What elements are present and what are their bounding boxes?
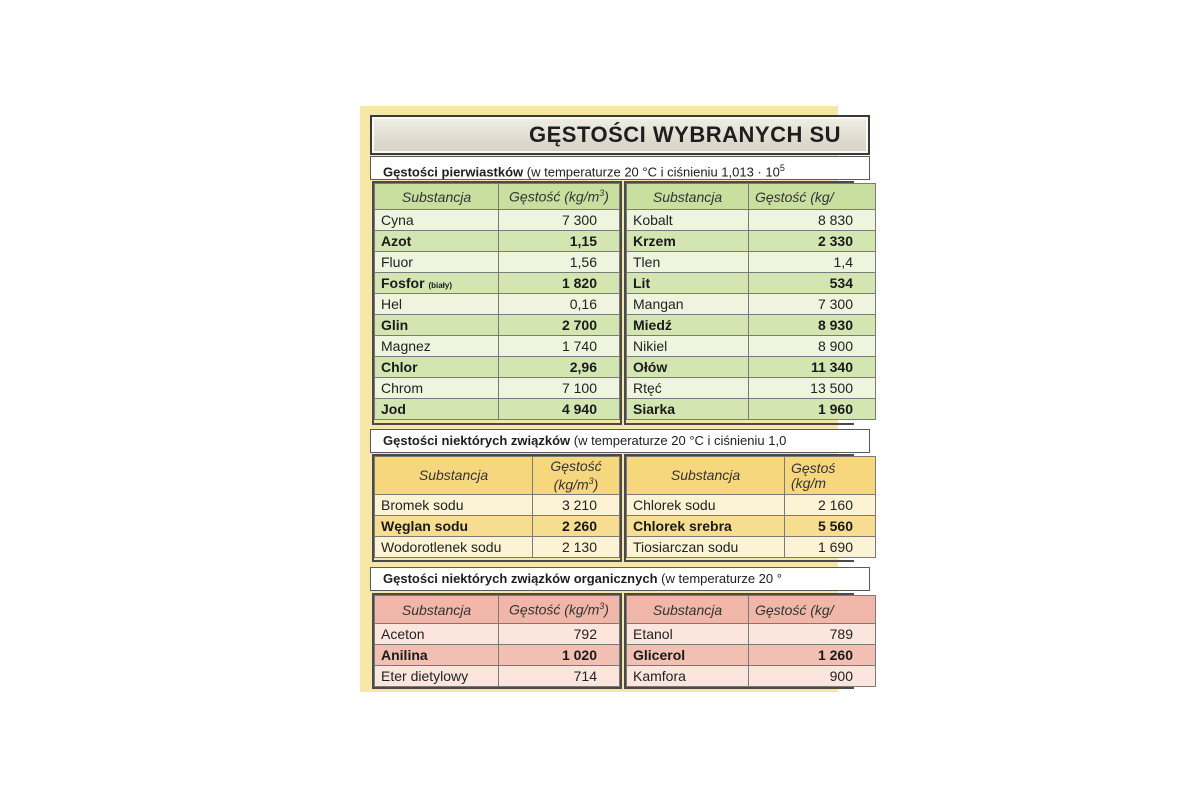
density-value: 534 — [749, 273, 876, 294]
density-value: 5 560 — [785, 516, 876, 537]
table-row — [375, 357, 620, 378]
column-header-density: Gęstość (kg/ — [749, 596, 876, 624]
table-row — [627, 399, 876, 420]
density-value: 7 100 — [499, 378, 620, 399]
substance-name: Etanol — [627, 624, 749, 645]
table-row — [375, 537, 620, 558]
substance-name: Krzem — [627, 231, 749, 252]
density-value: 1 260 — [749, 645, 876, 666]
elements-right-panel — [624, 181, 854, 425]
substance-name: Tiosiarczan sodu — [627, 537, 785, 558]
substance-name: Fluor — [375, 252, 499, 273]
density-value: 1 960 — [749, 399, 876, 420]
section-heading-organic — [370, 567, 870, 591]
table-row — [627, 645, 876, 666]
substance-name: Glicerol — [627, 645, 749, 666]
density-value: 7 300 — [499, 210, 620, 231]
table-row — [627, 273, 876, 294]
section-note-exponent: 5 — [779, 163, 785, 173]
table-row — [627, 231, 876, 252]
density-value: 2 130 — [533, 537, 620, 558]
table-row — [627, 252, 876, 273]
column-header-substance: Substancja — [627, 184, 749, 210]
substance-qualifier: (biały) — [428, 281, 453, 290]
substance-name: Anilina — [375, 645, 499, 666]
table-row — [375, 624, 620, 645]
table-row — [627, 294, 876, 315]
table-row — [627, 516, 876, 537]
table-row — [627, 666, 876, 687]
density-value: 13 500 — [749, 378, 876, 399]
density-value: 8 900 — [749, 336, 876, 357]
density-value: 1,15 — [499, 231, 620, 252]
table-row — [375, 495, 620, 516]
main-title-banner — [370, 115, 870, 155]
column-header-substance: Substancja — [627, 596, 749, 624]
substance-name: Eter dietylowy — [375, 666, 499, 687]
organic-left-panel — [372, 593, 622, 689]
density-value: 714 — [499, 666, 620, 687]
section-note: (w temperaturze 20 °C i ciśnieniu 1,013 · 10 — [523, 164, 780, 180]
substance-name: Chlor — [375, 357, 499, 378]
table-row — [375, 399, 620, 420]
density-value: 1 020 — [499, 645, 620, 666]
substance-name: Miedź — [627, 315, 749, 336]
density-value: 8 930 — [749, 315, 876, 336]
table-row — [627, 378, 876, 399]
density-value: 11 340 — [749, 357, 876, 378]
density-value: 1,56 — [499, 252, 620, 273]
substance-name: Lit — [627, 273, 749, 294]
density-value: 7 300 — [749, 294, 876, 315]
density-value: 1 820 — [499, 273, 620, 294]
compounds-right-panel — [624, 454, 854, 562]
column-header-density: Gęstoś (kg/m — [785, 457, 876, 495]
column-header-substance: Substancja — [375, 184, 499, 210]
substance-name: Nikiel — [627, 336, 749, 357]
density-value: 2 160 — [785, 495, 876, 516]
compounds-table-right — [626, 456, 876, 558]
density-value: 2,96 — [499, 357, 620, 378]
density-value: 2 260 — [533, 516, 620, 537]
substance-name: Kamfora — [627, 666, 749, 687]
column-header-density: Gęstość (kg/ — [749, 184, 876, 210]
table-row — [627, 357, 876, 378]
density-value: 1 690 — [785, 537, 876, 558]
organic-right-panel — [624, 593, 854, 689]
table-row — [627, 624, 876, 645]
section-title: Gęstości niektórych związków organicznych — [383, 571, 658, 586]
column-header-density: Gęstość $(kg/m^3)$ — [499, 184, 620, 210]
table-row — [375, 210, 620, 231]
substance-name: Chlorek srebra — [627, 516, 785, 537]
substance-name: Węglan sodu — [375, 516, 533, 537]
organic-table-left — [374, 595, 620, 687]
column-header-density: Gęstość $(kg/m^3)$ — [499, 596, 620, 624]
density-value: 4 940 — [499, 399, 620, 420]
substance-name: Mangan — [627, 294, 749, 315]
density-value: 792 — [499, 624, 620, 645]
density-value: 8 830 — [749, 210, 876, 231]
substance-name: Bromek sodu — [375, 495, 533, 516]
density-value: 3 210 — [533, 495, 620, 516]
substance-name: Rtęć — [627, 378, 749, 399]
density-value: 900 — [749, 666, 876, 687]
compounds-table-left — [374, 456, 620, 558]
substance-name: Aceton — [375, 624, 499, 645]
table-row — [375, 252, 620, 273]
section-heading-elements — [370, 156, 870, 180]
density-value: 2 700 — [499, 315, 620, 336]
elements-left-panel — [372, 181, 622, 425]
substance-name: Jod — [375, 399, 499, 420]
table-row — [375, 645, 620, 666]
table-row — [627, 210, 876, 231]
substance-name: Azot — [375, 231, 499, 252]
substance-name: Cyna — [375, 210, 499, 231]
substance-name: Hel — [375, 294, 499, 315]
substance-name: Fosfor (biały) — [375, 273, 499, 294]
substance-name: Kobalt — [627, 210, 749, 231]
density-value: 2 330 — [749, 231, 876, 252]
substance-name: Ołów — [627, 357, 749, 378]
column-header-substance: Substancja — [375, 457, 533, 495]
column-header-substance: Substancja — [375, 596, 499, 624]
table-row — [375, 378, 620, 399]
table-row — [375, 273, 620, 294]
substance-name: Glin — [375, 315, 499, 336]
density-value: 789 — [749, 624, 876, 645]
section-heading-compounds — [370, 429, 870, 453]
main-title: GĘSTOŚCI WYBRANYCH SU — [529, 122, 842, 147]
table-row — [627, 315, 876, 336]
substance-name: Chrom — [375, 378, 499, 399]
column-header-density: Gęstość $(kg/m^3)$ — [533, 457, 620, 495]
substance-name: Chlorek sodu — [627, 495, 785, 516]
table-row — [627, 495, 876, 516]
density-value: 0,16 — [499, 294, 620, 315]
substance-name: Tlen — [627, 252, 749, 273]
section-title: Gęstości pierwiastków — [383, 164, 524, 180]
density-chart-crop — [360, 106, 853, 692]
substance-name: Wodorotlenek sodu — [375, 537, 533, 558]
table-row — [375, 516, 620, 537]
section-note: (w temperaturze 20 ° — [657, 571, 782, 586]
table-row — [375, 231, 620, 252]
table-row — [627, 336, 876, 357]
organic-table-right — [626, 595, 876, 687]
elements-table-left — [374, 183, 620, 420]
substance-name: Magnez — [375, 336, 499, 357]
density-value: 1,4 — [749, 252, 876, 273]
section-title: Gęstości niektórych związków — [383, 433, 571, 448]
table-row — [375, 294, 620, 315]
table-row — [375, 315, 620, 336]
table-row — [375, 336, 620, 357]
elements-table-right — [626, 183, 876, 420]
substance-name: Siarka — [627, 399, 749, 420]
compounds-left-panel — [372, 454, 622, 562]
column-header-substance: Substancja — [627, 457, 785, 495]
table-row — [627, 537, 876, 558]
section-note: (w temperaturze 20 °C i ciśnieniu 1,0 — [570, 433, 787, 448]
density-value: 1 740 — [499, 336, 620, 357]
table-row — [375, 666, 620, 687]
